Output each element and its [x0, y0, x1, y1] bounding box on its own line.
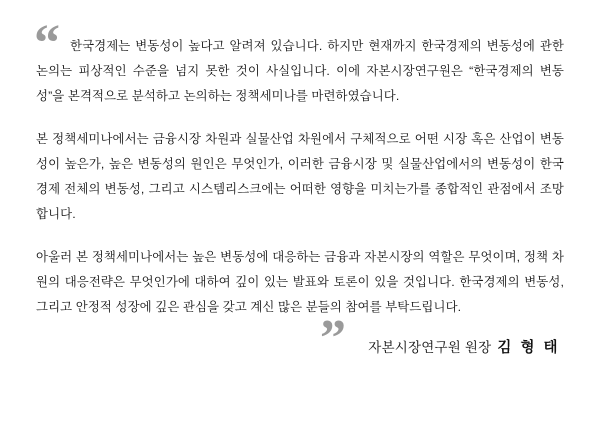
opening-quotation-mark-icon: “ [34, 15, 58, 72]
signature-name: 김 형 태 [497, 340, 560, 356]
paragraph-2: 본 정책세미나에서는 금융시장 차원과 실물산업 차원에서 구체적으로 어떤 시장 혹은 산업이 변동성이 높은가, 높은 변동성의 원인은 무엇인가, 이러한 금융시장 및 실물산업에서의 변동성이 한국경제 전체의 변동성, 그리고 시스템리스크에는 어떠한 영향을 미치는가를 종합적인 관점에서 조망합니다. [36, 132, 564, 221]
signature-organization: 자본시장연구원 원장 [368, 340, 492, 355]
closing-quotation-mark-icon: ” [320, 310, 344, 367]
signature-block [36, 336, 564, 357]
paragraph-1: 한국경제는 변동성이 높다고 알려져 있습니다. 하지만 현재까지 한국경제의 변동성에 관한 논의는 피상적인 수준을 넘지 못한 것이 사실입니다. 이에 자본시장연구원은 “한국경제의 변동성”을 본격적으로 분석하고 논의하는 정책세미나를 마련하였습니다. [36, 39, 564, 103]
paragraph-3: 아울러 본 정책세미나에서는 높은 변동성에 대응하는 금융과 자본시장의 역할은 무엇이며, 정책 차원의 대응전략은 무엇인가에 대하여 깊이 있는 발표와 토론이 있을 것입니다. 한국경제의 변동성, 그리고 안정적 성장에 깊은 관심을 갖고 계신 많은 분들의 참여를 부탁드립니다. [36, 250, 564, 314]
